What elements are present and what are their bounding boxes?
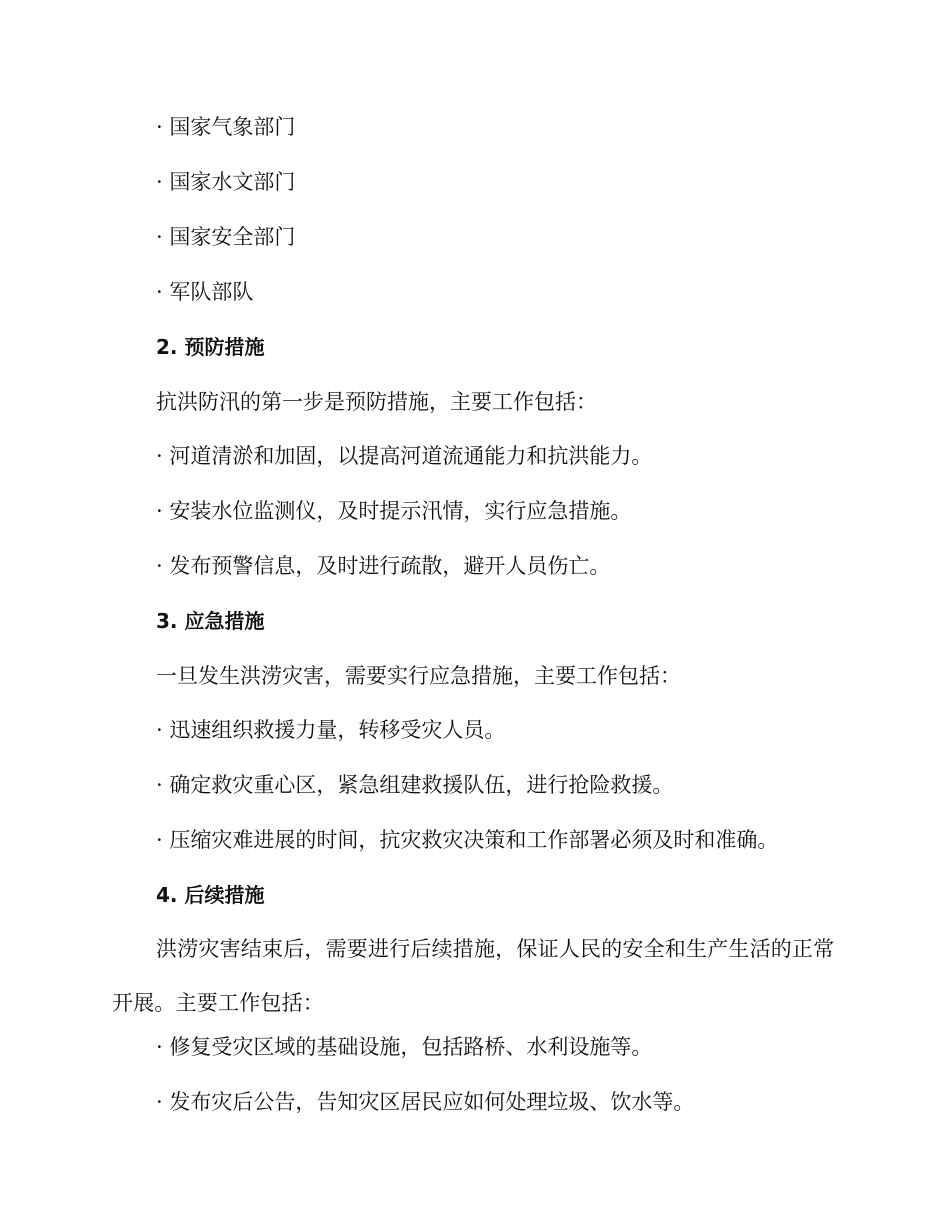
list-item: · 迅速组织救援力量，转移受灾人员。 bbox=[156, 718, 506, 742]
list-item: · 军队部队 bbox=[156, 280, 254, 304]
section-intro: 抗洪防汛的第一步是预防措施，主要工作包括： bbox=[156, 390, 597, 414]
section-heading: 2. 预防措施 bbox=[156, 335, 265, 359]
section-heading: 3. 应急措施 bbox=[156, 609, 265, 633]
section-intro: 洪涝灾害结束后，需要进行后续措施，保证人民的安全和生产生活的正常开展。主要工作包括： bbox=[112, 937, 835, 1015]
list-item: · 安装水位监测仪，及时提示汛情，实行应急措施。 bbox=[156, 499, 632, 523]
list-item: · 国家安全部门 bbox=[156, 225, 296, 249]
section-intro: 一旦发生洪涝灾害，需要实行应急措施，主要工作包括： bbox=[156, 664, 681, 688]
list-item: · 发布预警信息，及时进行疏散，避开人员伤亡。 bbox=[156, 554, 611, 578]
list-item: · 国家水文部门 bbox=[156, 170, 296, 194]
list-item: · 国家气象部门 bbox=[156, 115, 296, 139]
list-item: · 发布灾后公告，告知灾区居民应如何处理垃圾、饮水等。 bbox=[156, 1090, 695, 1114]
list-item: · 确定救灾重心区，紧急组建救援队伍，进行抢险救援。 bbox=[156, 773, 674, 797]
list-item: · 河道清淤和加固，以提高河道流通能力和抗洪能力。 bbox=[156, 444, 653, 468]
section-heading: 4. 后续措施 bbox=[156, 883, 265, 907]
list-item: · 修复受灾区域的基础设施，包括路桥、水利设施等。 bbox=[156, 1035, 653, 1059]
list-item: · 压缩灾难进展的时间，抗灾救灾决策和工作部署必须及时和准确。 bbox=[156, 828, 779, 852]
